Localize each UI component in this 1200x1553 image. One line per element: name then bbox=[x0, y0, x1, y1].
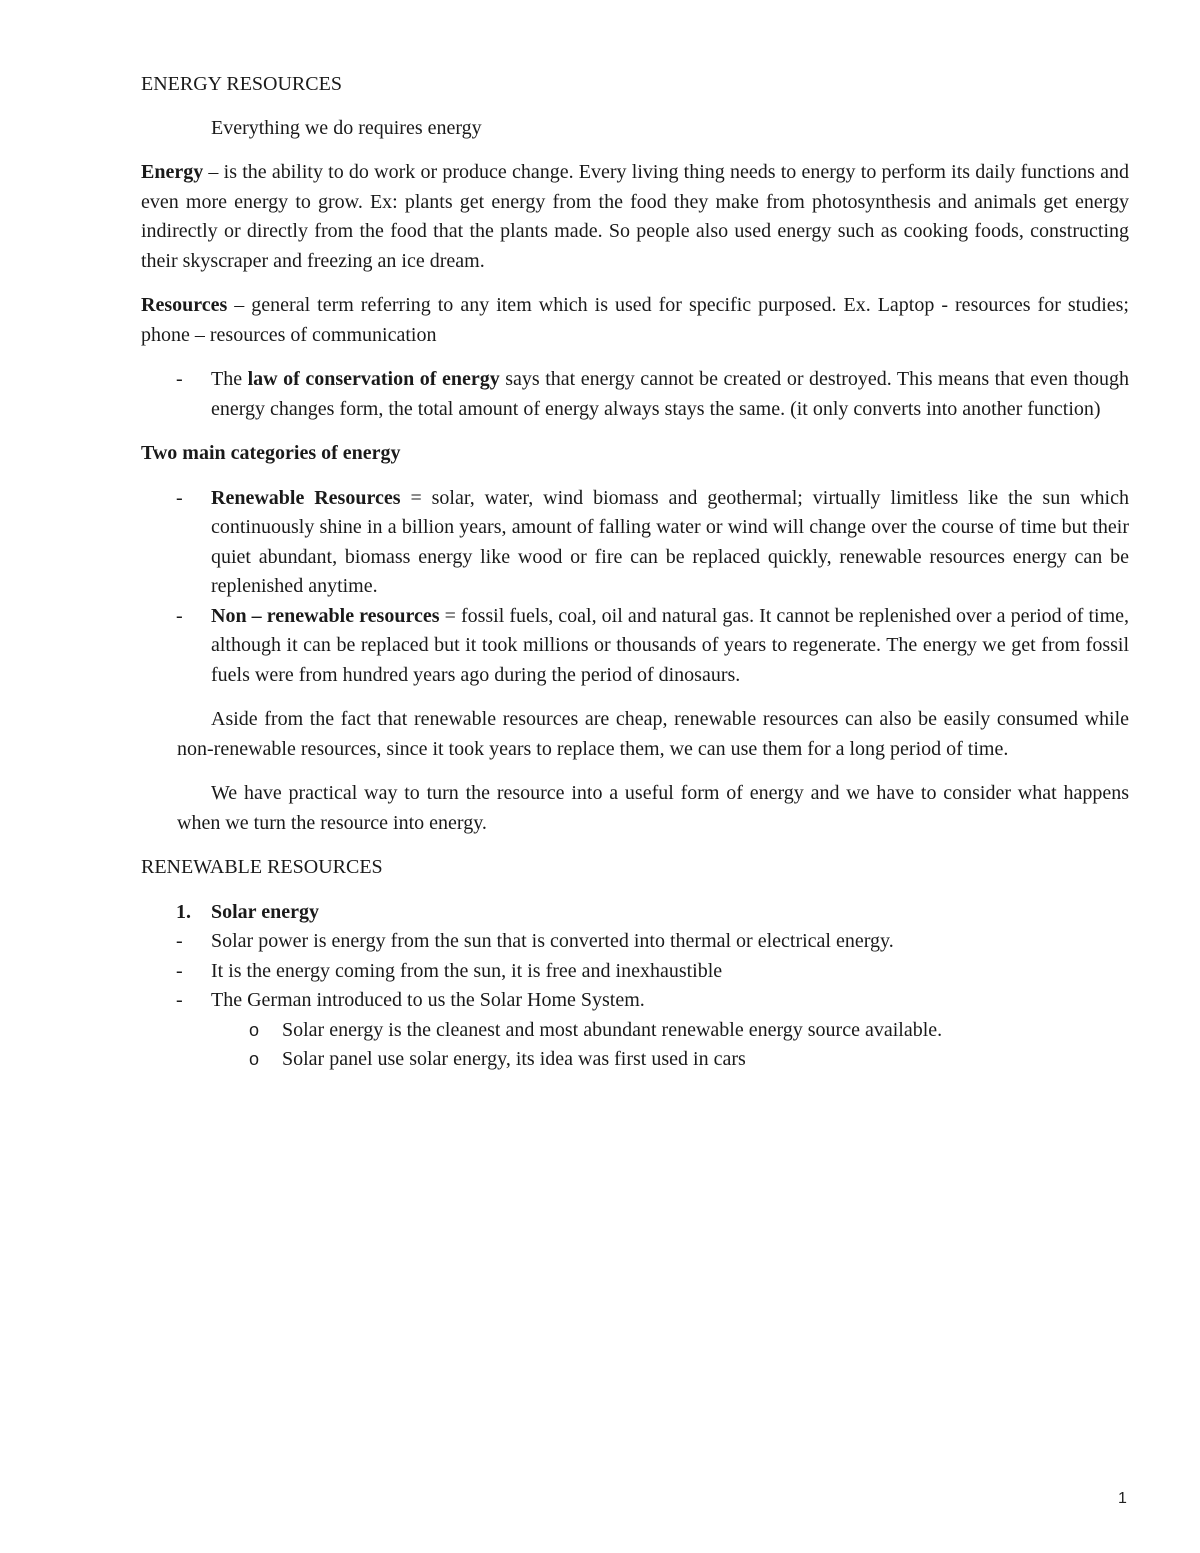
list-item bbox=[141, 484, 1129, 602]
solar-heading bbox=[141, 898, 1129, 928]
solar-bullet-list bbox=[141, 927, 1129, 1016]
list-item bbox=[141, 365, 1129, 424]
energy-term: Energy bbox=[141, 161, 204, 183]
circle-bullet-icon: o bbox=[249, 1049, 260, 1069]
dash-bullet: - bbox=[176, 930, 183, 952]
solar-sub-bullet-text: Solar energy is the cleanest and most abundant renewable energy source available. bbox=[282, 1018, 943, 1041]
law-term: law of conservation of energy bbox=[247, 368, 500, 390]
law-text-after: says that energy cannot be created or destroyed. This means that even though energy changes form, the total amount of energy always stays the same. (it only converts into another function) bbox=[211, 368, 1130, 420]
category-text: = solar, water, wind biomass and geothermal; virtually limitless like the sun which continuously shine in a billion years, amount of falling water or wind will change over the course of time but their quiet abundant, biomass energy like wood or fire can be replaced quickly, renewable resources energy can be replenished anytime. bbox=[211, 486, 1129, 597]
list-item bbox=[141, 1016, 1129, 1046]
law-bullet-list bbox=[141, 365, 1129, 424]
category-term: Non – renewable resources bbox=[211, 604, 440, 627]
document-title: ENERGY RESOURCES bbox=[141, 73, 342, 95]
page-number: 1 bbox=[1118, 1490, 1127, 1507]
list-item bbox=[141, 957, 1129, 987]
resources-term: Resources bbox=[141, 294, 228, 316]
resources-definition bbox=[141, 291, 1129, 350]
solar-bullet-text: It is the energy coming from the sun, it is free and inexhaustible bbox=[211, 959, 723, 982]
categories-list bbox=[141, 484, 1129, 691]
solar-sub-bullet-text: Solar panel use solar energy, its idea was first used in cars bbox=[282, 1048, 746, 1070]
dash-bullet: - bbox=[176, 604, 183, 627]
dash-bullet: - bbox=[176, 959, 183, 982]
list-item bbox=[141, 927, 1129, 957]
list-item bbox=[141, 986, 1129, 1016]
resources-definition-text: – general term referring to any item which is used for specific purposed. Ex. Laptop - resources for studies; phone – resources of communication bbox=[141, 294, 1129, 346]
practical-paragraph: We have practical way to turn the resource into a useful form of energy and we have to consider what happens when we turn the resource into energy. bbox=[177, 782, 1129, 834]
dash-bullet: - bbox=[176, 989, 183, 1011]
aside-paragraph: Aside from the fact that renewable resources are cheap, renewable resources can also be easily consumed while non-renewable resources, since it took years to replace them, we can use them for a long period of time. bbox=[177, 708, 1129, 760]
category-term: Renewable Resources bbox=[211, 486, 401, 509]
section-number: 1. bbox=[176, 900, 191, 923]
energy-definition bbox=[141, 158, 1129, 276]
categories-heading-text: Two main categories of energy bbox=[141, 442, 401, 464]
category-text: = fossil fuels, coal, oil and natural gas. It cannot be replenished over a period of time, although it can be replaced but it took millions or thousands of years to regenerate. The energy we get from fossil fuels were from hundred years ago during the period of dinosaurs. bbox=[211, 604, 1130, 686]
solar-bullet-text: The German introduced to us the Solar Home System. bbox=[211, 989, 645, 1011]
circle-bullet-icon: o bbox=[249, 1019, 260, 1040]
list-item bbox=[141, 1045, 1129, 1075]
list-item bbox=[141, 602, 1129, 691]
energy-definition-text: – is the ability to do work or produce change. Every living thing needs to energy to perform its daily functions and even more energy to grow. Ex: plants get energy from the food they make from photosynthesis and animals get energy indirectly or directly from the food that the plants made. So people also used energy such as cooking foods, constructing their skyscraper and freezing an ice dream. bbox=[141, 161, 1129, 272]
renewable-heading: RENEWABLE RESOURCES bbox=[141, 856, 383, 878]
law-text-before: The bbox=[211, 368, 248, 390]
categories-heading bbox=[141, 439, 1129, 469]
dash-bullet: - bbox=[176, 368, 183, 390]
intro-line: Everything we do requires energy bbox=[211, 116, 482, 139]
solar-sub-bullet-list bbox=[141, 1016, 1129, 1075]
dash-bullet: - bbox=[176, 486, 183, 509]
solar-title: Solar energy bbox=[211, 900, 319, 923]
document-body bbox=[141, 70, 1129, 1075]
solar-bullet-text: Solar power is energy from the sun that is converted into thermal or electrical energy. bbox=[211, 930, 894, 952]
